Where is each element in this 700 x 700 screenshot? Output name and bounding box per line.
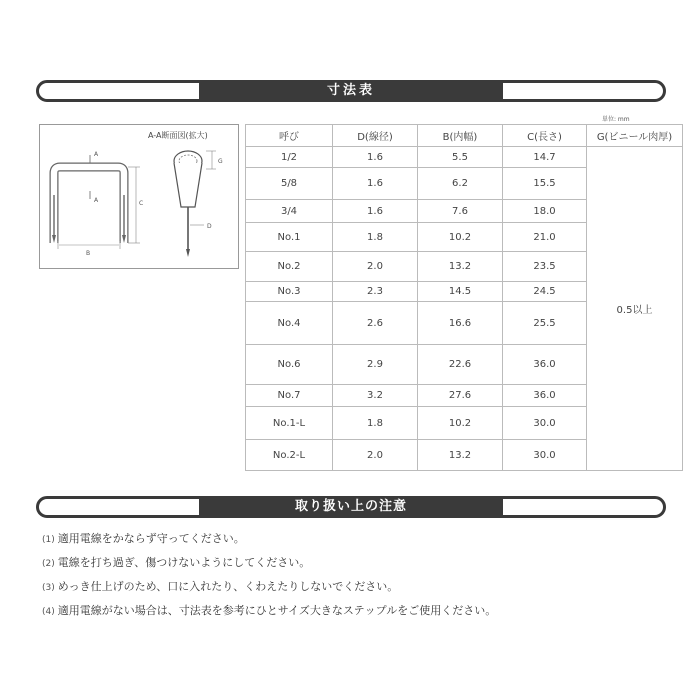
cell-d: 2.0 (333, 440, 418, 471)
unit-note: 単位: mm (602, 116, 630, 123)
header-inner-width: B(内幅) (418, 125, 503, 147)
care-title: 取り扱い上の注意 (199, 496, 503, 518)
cell-c: 36.0 (503, 385, 587, 407)
dimensions-banner (36, 80, 666, 102)
cell-c: 18.0 (503, 200, 587, 223)
cell-b: 27.6 (418, 385, 503, 407)
cell-d: 1.8 (333, 223, 418, 252)
note-text: 適用電線がない場合は、寸法表を参考にひとサイズ大きなステップルをご使用ください。 (57, 604, 497, 617)
label-c: C (139, 200, 144, 207)
cell-d: 2.6 (333, 302, 418, 345)
cell-b: 5.5 (418, 147, 503, 168)
header-vinyl-thickness: G(ビニール肉厚) (587, 125, 683, 147)
staple-diagram (39, 124, 239, 269)
note-text: 適用電線をかならず守ってください。 (57, 532, 245, 545)
cell-b: 14.5 (418, 282, 503, 302)
cell-d: 1.8 (333, 407, 418, 440)
dimension-table (245, 124, 683, 471)
note-text: めっき仕上げのため、口に入れたり、くわえたりしないでください。 (57, 580, 399, 593)
label-a-bottom: A (94, 197, 99, 204)
cell-g: 0.5以上 (587, 147, 683, 471)
cell-c: 36.0 (503, 345, 587, 385)
cell-c: 30.0 (503, 440, 587, 471)
cell-d: 3.2 (333, 385, 418, 407)
note-number: (4) (42, 607, 55, 617)
note-number: (1) (42, 535, 55, 545)
header-wire-diameter: D(線径) (333, 125, 418, 147)
cell-b: 13.2 (418, 440, 503, 471)
cell-d: 2.0 (333, 252, 418, 282)
note-item (42, 551, 496, 575)
cell-size: No.1 (246, 223, 333, 252)
cell-b: 22.6 (418, 345, 503, 385)
cell-size: No.3 (246, 282, 333, 302)
cell-size: No.2-L (246, 440, 333, 471)
cell-b: 10.2 (418, 223, 503, 252)
care-banner (36, 496, 666, 518)
dimensions-title: 寸法表 (199, 80, 503, 102)
cell-size: No.2 (246, 252, 333, 282)
note-item (42, 575, 496, 599)
care-notes (42, 527, 496, 623)
cell-c: 25.5 (503, 302, 587, 345)
note-item (42, 599, 496, 623)
cell-size: No.1-L (246, 407, 333, 440)
table-header-row (246, 125, 683, 147)
cell-size: 3/4 (246, 200, 333, 223)
note-number: (3) (42, 583, 55, 593)
cell-b: 7.6 (418, 200, 503, 223)
label-g: G (218, 158, 223, 165)
cell-b: 13.2 (418, 252, 503, 282)
note-text: 電線を打ち過ぎ、傷つけないようにしてください。 (57, 556, 311, 569)
note-item (42, 527, 496, 551)
label-d: D (207, 223, 212, 230)
cell-b: 16.6 (418, 302, 503, 345)
cell-d: 1.6 (333, 200, 418, 223)
staple-drawing (40, 125, 240, 270)
header-length: C(長さ) (503, 125, 587, 147)
table-row (246, 147, 683, 168)
cell-d: 1.6 (333, 168, 418, 200)
label-a-top: A (94, 151, 99, 158)
cell-d: 2.9 (333, 345, 418, 385)
cell-size: 1/2 (246, 147, 333, 168)
cell-c: 23.5 (503, 252, 587, 282)
cell-c: 30.0 (503, 407, 587, 440)
cell-size: 5/8 (246, 168, 333, 200)
cell-b: 10.2 (418, 407, 503, 440)
cell-c: 15.5 (503, 168, 587, 200)
cell-size: No.7 (246, 385, 333, 407)
cell-c: 21.0 (503, 223, 587, 252)
label-b: B (86, 250, 91, 257)
cell-c: 24.5 (503, 282, 587, 302)
cell-b: 6.2 (418, 168, 503, 200)
header-size: 呼び (246, 125, 333, 147)
cell-d: 2.3 (333, 282, 418, 302)
cell-c: 14.7 (503, 147, 587, 168)
cell-d: 1.6 (333, 147, 418, 168)
cross-section-title: A-A断面図(拡大) (148, 131, 208, 140)
cell-size: No.6 (246, 345, 333, 385)
cell-size: No.4 (246, 302, 333, 345)
note-number: (2) (42, 559, 55, 569)
